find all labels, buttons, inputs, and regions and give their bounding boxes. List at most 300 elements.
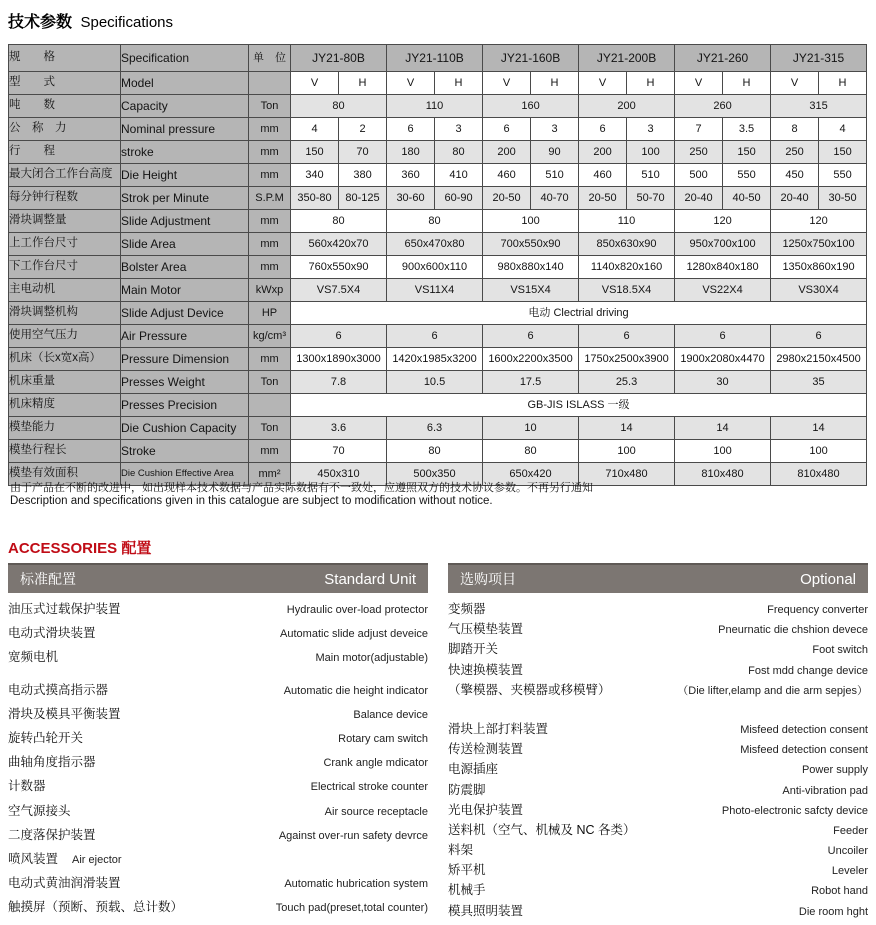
list-item xyxy=(8,599,428,623)
item-label-en: Die room hght xyxy=(798,905,868,918)
item-label-en: Air ejector xyxy=(72,853,122,866)
table-cell: 行 程 xyxy=(9,141,121,164)
table-cell: 1250x750x100 xyxy=(771,233,867,256)
item-label-en: Power supply xyxy=(801,764,868,777)
optional-bar-en: Optional xyxy=(800,570,856,588)
table-cell: mm xyxy=(249,118,291,141)
table-cell: Slide Adjust Device xyxy=(121,302,249,325)
table-cell: VS18.5X4 xyxy=(579,279,675,302)
optional-bar-zh: 选购项目 xyxy=(460,571,516,587)
table-cell: 6 xyxy=(483,325,579,348)
table-cell: 120 xyxy=(771,210,867,233)
table-cell: 机床精度 xyxy=(9,394,121,417)
table-cell: 4 xyxy=(291,118,339,141)
table-cell: 使用空气压力 xyxy=(9,325,121,348)
table-cell: VS11X4 xyxy=(387,279,483,302)
table-cell: 模垫行程长 xyxy=(9,440,121,463)
table-cell: 1600x2200x3500 xyxy=(483,348,579,371)
table-cell: JY21-80B xyxy=(291,45,387,72)
table-cell: 700x550x90 xyxy=(483,233,579,256)
table-cell: V xyxy=(675,72,723,95)
table-cell: Pressure Dimension xyxy=(121,348,249,371)
item-label-en: Crank angle mdicator xyxy=(323,757,428,770)
list-item xyxy=(448,800,868,820)
table-cell: 90 xyxy=(531,141,579,164)
list-item xyxy=(448,719,868,739)
table-cell: 机床（长x宽x高） xyxy=(9,348,121,371)
item-label-zh: 料架 xyxy=(448,843,474,858)
item-label-en: Automatic die height indicator xyxy=(283,684,428,697)
table-cell: 110 xyxy=(387,95,483,118)
table-cell: stroke xyxy=(121,141,249,164)
item-label-zh: （擎模器、夹模器或移模臂） xyxy=(448,682,611,697)
table-cell: 1420x1985x3200 xyxy=(387,348,483,371)
table-row xyxy=(9,233,867,256)
item-label-en: Automatic hubrication system xyxy=(284,878,428,891)
table-cell: Die Cushion Effective Area xyxy=(121,463,249,486)
table-cell: 100 xyxy=(483,210,579,233)
table-cell: VS22X4 xyxy=(675,279,771,302)
table-cell: 200 xyxy=(579,95,675,118)
table-cell: V xyxy=(387,72,435,95)
table-cell: 14 xyxy=(579,417,675,440)
table-cell: 100 xyxy=(771,440,867,463)
table-cell: 主电动机 xyxy=(9,279,121,302)
item-label-zh: 快速换模装置 xyxy=(448,662,524,677)
table-cell: kWxp xyxy=(249,279,291,302)
table-cell: 3 xyxy=(531,118,579,141)
table-cell: 每分钟行程数 xyxy=(9,187,121,210)
table-cell: 120 xyxy=(675,210,771,233)
table-cell: Main Motor xyxy=(121,279,249,302)
item-label-zh: 电动式黄油润滑装置 xyxy=(8,876,121,891)
table-cell: GB-JIS ISLASS 一级 xyxy=(291,394,867,417)
table-cell: 380 xyxy=(339,164,387,187)
item-label-zh: 宽频电机 xyxy=(8,650,59,665)
table-cell: JY21-315 xyxy=(771,45,867,72)
table-cell: 150 xyxy=(819,141,867,164)
table-cell: 100 xyxy=(675,440,771,463)
table-cell: 6 xyxy=(387,118,435,141)
table-cell: 80 xyxy=(291,95,387,118)
table-cell: 20-40 xyxy=(771,187,819,210)
list-item xyxy=(8,704,428,728)
item-label-en: Main motor(adjustable) xyxy=(315,652,428,665)
table-cell: Stroke xyxy=(121,440,249,463)
list-item xyxy=(8,728,428,752)
table-cell: S.P.M xyxy=(249,187,291,210)
table-cell: mm xyxy=(249,233,291,256)
table-cell: 公 称 力 xyxy=(9,118,121,141)
item-label-en: Photo-electronic safcty device xyxy=(721,804,868,817)
table-cell: V xyxy=(579,72,627,95)
table-cell: 25.3 xyxy=(579,371,675,394)
table-cell: JY21-260 xyxy=(675,45,771,72)
table-cell: Ton xyxy=(249,371,291,394)
table-cell: 14 xyxy=(771,417,867,440)
table-cell: H xyxy=(339,72,387,95)
table-cell: 160 xyxy=(483,95,579,118)
table-cell: 150 xyxy=(723,141,771,164)
table-cell: 10.5 xyxy=(387,371,483,394)
table-cell: V xyxy=(483,72,531,95)
list-item xyxy=(448,599,868,619)
table-cell: 850x630x90 xyxy=(579,233,675,256)
table-cell: 6 xyxy=(483,118,531,141)
table-cell: mm xyxy=(249,348,291,371)
item-label-zh: 防震脚 xyxy=(448,782,486,797)
list-item xyxy=(8,647,428,671)
table-row xyxy=(9,118,867,141)
item-label-zh: 空气源接头 xyxy=(8,803,71,818)
list-item xyxy=(448,820,868,840)
item-label-en: Leveler xyxy=(831,865,868,878)
table-cell: 35 xyxy=(771,371,867,394)
table-cell: 80 xyxy=(435,141,483,164)
table-cell: 30-50 xyxy=(819,187,867,210)
table-cell: 650x470x80 xyxy=(387,233,483,256)
table-cell: 30-60 xyxy=(387,187,435,210)
table-cell: 80 xyxy=(387,210,483,233)
table-cell: 17.5 xyxy=(483,371,579,394)
standard-unit-list xyxy=(8,599,428,921)
list-item xyxy=(8,897,428,921)
table-row xyxy=(9,394,867,417)
table-cell: 510 xyxy=(531,164,579,187)
table-row xyxy=(9,95,867,118)
item-label-zh: 电动式摸高指示器 xyxy=(8,682,109,697)
table-cell: 100 xyxy=(579,440,675,463)
list-item xyxy=(448,660,868,680)
table-cell: 250 xyxy=(675,141,723,164)
accessories-title-en: ACCESSORIES xyxy=(8,540,118,557)
table-cell: 8 xyxy=(771,118,819,141)
table-cell: 110 xyxy=(579,210,675,233)
table-cell: 型 式 xyxy=(9,72,121,95)
item-label-en: Uncoiler xyxy=(827,845,868,858)
table-cell: 650x420 xyxy=(483,463,579,486)
standard-unit-bar-zh: 标准配置 xyxy=(20,571,76,587)
optional-list xyxy=(448,599,868,921)
table-row xyxy=(9,279,867,302)
table-cell: 40-70 xyxy=(531,187,579,210)
table-row xyxy=(9,325,867,348)
table-cell: 200 xyxy=(483,141,531,164)
table-cell: 80-125 xyxy=(339,187,387,210)
table-cell: 最大闭合工作台高度 xyxy=(9,164,121,187)
table-cell: 80 xyxy=(387,440,483,463)
table-cell: 吨 数 xyxy=(9,95,121,118)
table-cell: 6 xyxy=(771,325,867,348)
item-label-zh: 旋转凸轮开关 xyxy=(8,730,84,745)
table-cell: VS15X4 xyxy=(483,279,579,302)
table-row xyxy=(9,141,867,164)
table-cell: 980x880x140 xyxy=(483,256,579,279)
table-cell: 550 xyxy=(723,164,771,187)
item-label-en: Anti-vibration pad xyxy=(782,784,868,797)
page-title xyxy=(8,9,173,32)
table-cell: mm xyxy=(249,256,291,279)
table-cell: 7.8 xyxy=(291,371,387,394)
table-cell: 3.6 xyxy=(291,417,387,440)
table-cell: 3 xyxy=(627,118,675,141)
table-header-row xyxy=(9,45,867,72)
table-cell: Presses Weight xyxy=(121,371,249,394)
table-cell: 810x480 xyxy=(771,463,867,486)
table-row xyxy=(9,371,867,394)
list-item xyxy=(8,680,428,704)
item-label-en: Balance device xyxy=(353,708,428,721)
table-cell: 180 xyxy=(387,141,435,164)
table-cell: mm xyxy=(249,210,291,233)
list-item xyxy=(8,825,428,849)
table-cell: 6 xyxy=(579,118,627,141)
item-label-en: Robot hand xyxy=(811,885,868,898)
table-cell: JY21-160B xyxy=(483,45,579,72)
table-cell: 100 xyxy=(627,141,675,164)
table-cell: 70 xyxy=(291,440,387,463)
table-cell: Model xyxy=(121,72,249,95)
table-cell: 2 xyxy=(339,118,387,141)
item-label-en: Misfeed detection consent xyxy=(740,744,868,757)
table-cell xyxy=(249,72,291,95)
table-cell: 14 xyxy=(675,417,771,440)
table-cell: Die Height xyxy=(121,164,249,187)
table-cell: 900x600x110 xyxy=(387,256,483,279)
item-label-zh: 传送检测装置 xyxy=(448,742,524,757)
table-cell: 250 xyxy=(771,141,819,164)
table-cell: 710x480 xyxy=(579,463,675,486)
table-cell: mm xyxy=(249,164,291,187)
item-label-zh: 触摸屏（预断、预载、总计数） xyxy=(8,900,184,915)
item-label-en: Rotary cam switch xyxy=(338,732,428,745)
table-cell: V xyxy=(291,72,339,95)
item-label-en: Pneurnatic die chshion devece xyxy=(718,624,868,637)
list-item xyxy=(448,840,868,860)
table-cell xyxy=(249,394,291,417)
list-item xyxy=(8,849,428,873)
item-label-zh: 气压模垫装置 xyxy=(448,622,524,637)
table-cell: Capacity xyxy=(121,95,249,118)
table-cell: 6.3 xyxy=(387,417,483,440)
table-cell: H xyxy=(819,72,867,95)
item-label-zh: 电动式滑块装置 xyxy=(8,626,96,641)
item-label-zh: 滑块及模具平衡装置 xyxy=(8,706,121,721)
table-cell: 260 xyxy=(675,95,771,118)
table-cell: 滑块调整量 xyxy=(9,210,121,233)
table-cell: 500x350 xyxy=(387,463,483,486)
table-cell: 模垫能力 xyxy=(9,417,121,440)
table-cell: 1750x2500x3900 xyxy=(579,348,675,371)
item-label-en: （Die lifter,elamp and die arm sepjes） xyxy=(677,684,868,697)
table-cell: 410 xyxy=(435,164,483,187)
table-cell: 单 位 xyxy=(249,45,291,72)
list-item xyxy=(448,680,868,700)
item-label-en: Feeder xyxy=(833,824,868,837)
item-label-en: Air source receptacle xyxy=(324,805,428,818)
item-label-zh: 喷风装置 xyxy=(8,851,59,866)
table-cell: 20-50 xyxy=(579,187,627,210)
table-cell: Ton xyxy=(249,95,291,118)
table-cell: Nominal pressure xyxy=(121,118,249,141)
table-row xyxy=(9,210,867,233)
table-cell: 7 xyxy=(675,118,723,141)
spec-table xyxy=(8,44,867,486)
spec-note-zh: 由于产品在不断的改进中，如出现样本技术数据与产品实际数据有不一致处，应遵照双方的技术协议参数。不再另行通知 xyxy=(10,482,593,494)
item-label-en: Against over-run safety devrce xyxy=(278,829,428,842)
list-item xyxy=(8,776,428,800)
item-label-zh: 光电保护装置 xyxy=(448,802,524,817)
table-cell: 20-50 xyxy=(483,187,531,210)
table-row xyxy=(9,417,867,440)
table-cell: 2980x2150x4500 xyxy=(771,348,867,371)
table-cell: 810x480 xyxy=(675,463,771,486)
table-cell: 6 xyxy=(387,325,483,348)
table-cell: Specification xyxy=(121,45,249,72)
table-cell: 50-70 xyxy=(627,187,675,210)
table-cell: 350-80 xyxy=(291,187,339,210)
table-cell: 315 xyxy=(771,95,867,118)
table-cell: 3 xyxy=(435,118,483,141)
table-row xyxy=(9,187,867,210)
table-cell: 460 xyxy=(579,164,627,187)
table-cell: Ton xyxy=(249,417,291,440)
table-cell: mm xyxy=(249,440,291,463)
table-cell: HP xyxy=(249,302,291,325)
table-cell: 6 xyxy=(291,325,387,348)
table-cell: Bolster Area xyxy=(121,256,249,279)
table-cell: Air Pressure xyxy=(121,325,249,348)
table-row xyxy=(9,440,867,463)
table-cell: VS30X4 xyxy=(771,279,867,302)
table-cell: VS7.5X4 xyxy=(291,279,387,302)
table-cell: 30 xyxy=(675,371,771,394)
table-cell: 340 xyxy=(291,164,339,187)
table-row xyxy=(9,348,867,371)
table-cell: 360 xyxy=(387,164,435,187)
item-label-zh: 变频器 xyxy=(448,602,486,616)
table-cell: Slide Adjustment xyxy=(121,210,249,233)
table-cell: 500 xyxy=(675,164,723,187)
table-cell: 6 xyxy=(579,325,675,348)
spec-note-en: Description and specifications given in this catalogue are subject to modification without notice. xyxy=(10,495,493,507)
item-label-zh: 电源插座 xyxy=(448,762,499,777)
table-cell: 10 xyxy=(483,417,579,440)
item-label-en: Fost mdd change device xyxy=(748,664,868,677)
list-item xyxy=(8,752,428,776)
accessories-title xyxy=(8,537,151,558)
table-cell: 70 xyxy=(339,141,387,164)
table-cell: 模垫有效面积 xyxy=(9,463,121,486)
table-cell: 上工作台尺寸 xyxy=(9,233,121,256)
item-label-zh: 机械手 xyxy=(448,883,486,898)
table-cell: 60-90 xyxy=(435,187,483,210)
table-cell: 20-40 xyxy=(675,187,723,210)
list-item xyxy=(448,759,868,779)
spec-note xyxy=(10,482,866,508)
table-cell: kg/cm³ xyxy=(249,325,291,348)
table-cell: 3.5 xyxy=(723,118,771,141)
table-cell: H xyxy=(627,72,675,95)
table-cell: 1300x1890x3000 xyxy=(291,348,387,371)
item-label-zh: 二度落保护装置 xyxy=(8,827,96,842)
item-label-zh: 脚踏开关 xyxy=(448,642,499,657)
accessories-title-zh: 配置 xyxy=(121,540,152,557)
item-label-zh: 曲轴角度指示器 xyxy=(8,755,96,770)
table-cell: JY21-110B xyxy=(387,45,483,72)
table-cell: Die Cushion Capacity xyxy=(121,417,249,440)
table-cell: 560x420x70 xyxy=(291,233,387,256)
standard-unit-bar-en: Standard Unit xyxy=(324,570,416,588)
page-title-zh: 技术参数 xyxy=(8,14,73,31)
list-item xyxy=(8,873,428,897)
item-label-zh: 矫平机 xyxy=(448,863,486,878)
table-cell: Strok per Minute xyxy=(121,187,249,210)
table-cell: 200 xyxy=(579,141,627,164)
item-label-zh: 送料机（空气、机械及 NC 各类） xyxy=(448,822,636,837)
item-label-en: Misfeed detection consent xyxy=(740,723,868,736)
table-row xyxy=(9,164,867,187)
item-label-zh: 滑块上部打料装置 xyxy=(448,721,549,736)
table-row xyxy=(9,256,867,279)
table-cell: 6 xyxy=(675,325,771,348)
list-item xyxy=(448,739,868,759)
table-cell: 1140x820x160 xyxy=(579,256,675,279)
list-item xyxy=(448,901,868,921)
item-label-en: Automatic slide adjust deveice xyxy=(280,628,428,641)
table-cell: mm² xyxy=(249,463,291,486)
table-cell: 规 格 xyxy=(9,45,121,72)
item-label-zh: 油压式过载保护装置 xyxy=(8,602,121,616)
table-cell: Presses Precision xyxy=(121,394,249,417)
item-label-en: Electrical stroke counter xyxy=(310,781,428,794)
item-label-zh: 计数器 xyxy=(8,779,46,794)
table-cell: 4 xyxy=(819,118,867,141)
table-cell: 下工作台尺寸 xyxy=(9,256,121,279)
table-cell: H xyxy=(531,72,579,95)
optional-bar xyxy=(448,563,868,593)
table-cell: 950x700x100 xyxy=(675,233,771,256)
table-cell: 40-50 xyxy=(723,187,771,210)
table-cell: V xyxy=(771,72,819,95)
table-row xyxy=(9,302,867,325)
list-item xyxy=(448,639,868,659)
list-item xyxy=(8,623,428,647)
table-cell: 550 xyxy=(819,164,867,187)
table-cell: 450 xyxy=(771,164,819,187)
table-cell: 1280x840x180 xyxy=(675,256,771,279)
table-cell: 机床重量 xyxy=(9,371,121,394)
table-cell: 510 xyxy=(627,164,675,187)
table-cell: H xyxy=(435,72,483,95)
item-label-en: Foot switch xyxy=(812,644,868,657)
table-cell: H xyxy=(723,72,771,95)
table-row xyxy=(9,72,867,95)
table-cell: Slide Area xyxy=(121,233,249,256)
item-label-zh: 模具照明装置 xyxy=(448,903,524,918)
table-cell: 1900x2080x4470 xyxy=(675,348,771,371)
list-item xyxy=(448,880,868,900)
table-cell: 460 xyxy=(483,164,531,187)
table-cell: 80 xyxy=(483,440,579,463)
table-cell: 滑块调整机构 xyxy=(9,302,121,325)
list-item xyxy=(448,780,868,800)
item-label-en: Touch pad(preset,total counter) xyxy=(275,902,428,915)
list-item xyxy=(8,801,428,825)
table-cell: 150 xyxy=(291,141,339,164)
list-item xyxy=(448,860,868,880)
table-cell: 450x310 xyxy=(291,463,387,486)
